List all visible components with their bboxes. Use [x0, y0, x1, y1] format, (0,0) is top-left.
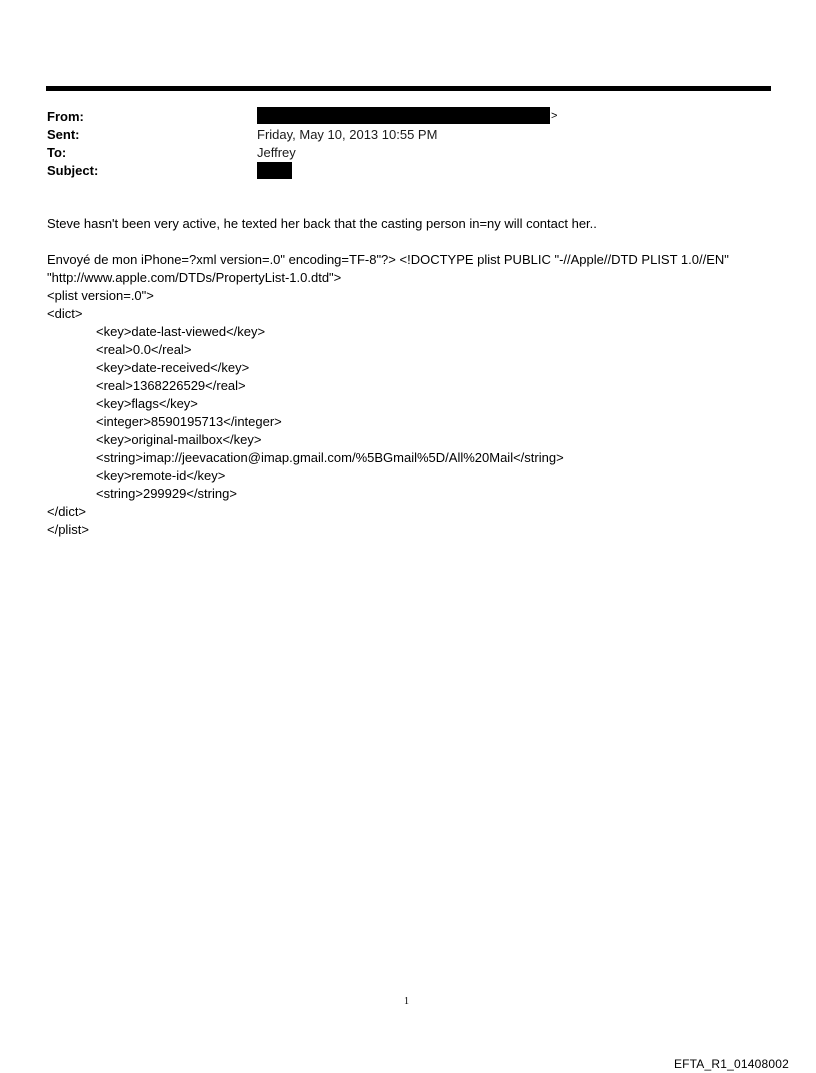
plist-entry: <real>1368226529</real>	[96, 378, 246, 393]
plist-entry: <key>remote-id</key>	[96, 468, 226, 483]
plist-entry: <string>299929</string>	[96, 486, 237, 501]
sent-label: Sent:	[47, 127, 80, 142]
dict-open: <dict>	[47, 306, 83, 321]
to-value: Jeffrey	[257, 145, 296, 160]
plist-open: <plist version=.0">	[47, 288, 154, 303]
signature-xml-line-1: Envoyé de mon iPhone=?xml version=.0" encoding=TF-8"?> <!DOCTYPE plist PUBLIC "-//Apple//DTD PLIST 1.0//EN"	[47, 252, 729, 267]
plist-entry: <key>date-last-viewed</key>	[96, 324, 266, 339]
from-suffix: >	[551, 110, 558, 122]
header-rule	[46, 86, 771, 91]
page-number: 1	[404, 996, 409, 1007]
plist-close: </plist>	[47, 522, 89, 537]
signature-xml-line-2: "http://www.apple.com/DTDs/PropertyList-1.0.dtd">	[47, 270, 342, 285]
plist-entry: <real>0.0</real>	[96, 342, 192, 357]
sent-value: Friday, May 10, 2013 10:55 PM	[257, 127, 438, 142]
bates-number: EFTA_R1_01408002	[673, 1057, 789, 1071]
plist-entry: <key>original-mailbox</key>	[96, 432, 262, 447]
plist-entry: <key>date-received</key>	[96, 360, 250, 375]
plist-entry: <integer>8590195713</integer>	[96, 414, 282, 429]
from-label: From:	[47, 109, 84, 124]
message-text: Steve hasn't been very active, he texted her back that the casting person in=ny will contact her..	[47, 216, 597, 231]
dict-close: </dict>	[47, 504, 87, 519]
subject-redaction	[257, 162, 292, 179]
from-redaction	[257, 107, 550, 124]
plist-entry: <string>imap://jeevacation@imap.gmail.com/%5BGmail%5D/All%20Mail</string>	[96, 450, 564, 465]
subject-label: Subject:	[47, 163, 99, 178]
to-label: To:	[47, 145, 67, 160]
plist-entry: <key>flags</key>	[96, 396, 198, 411]
